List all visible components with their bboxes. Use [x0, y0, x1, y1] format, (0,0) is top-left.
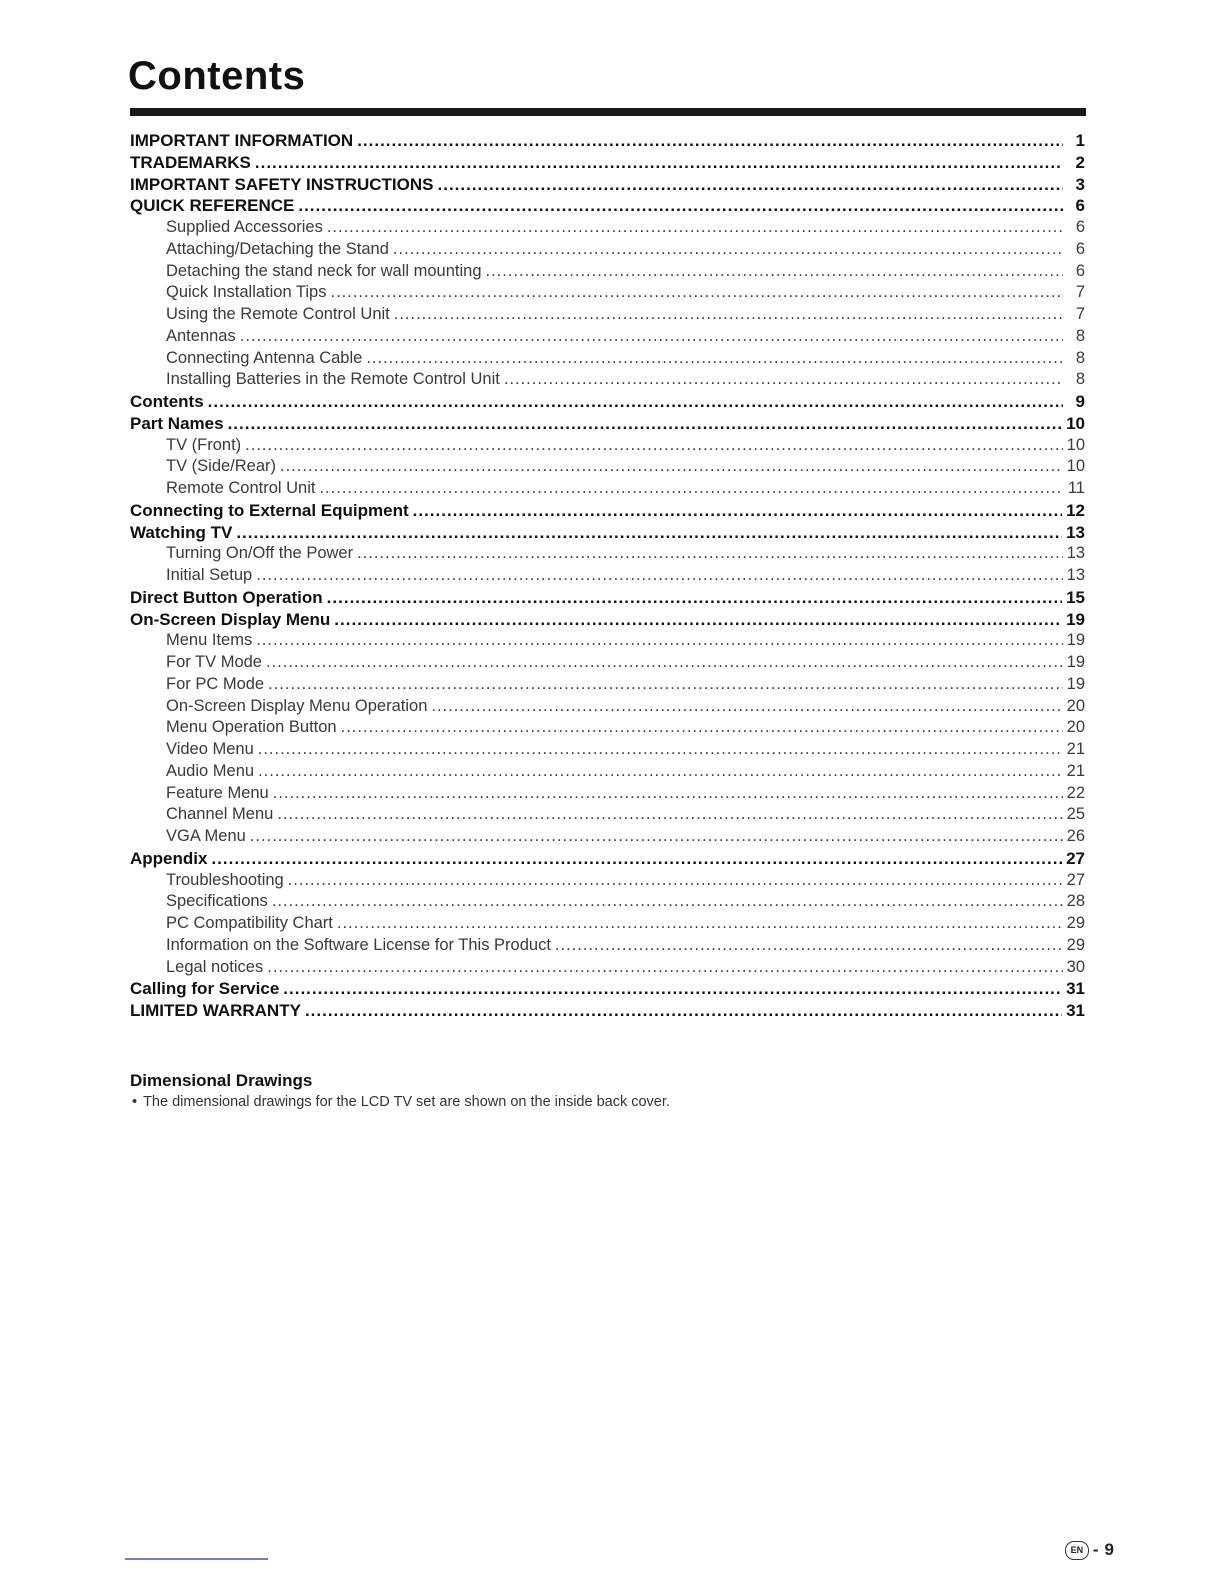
- toc-dot-leader: [438, 174, 1064, 196]
- bottom-divider: [125, 1558, 268, 1560]
- toc-section-entry[interactable]: [130, 609, 1085, 631]
- toc-dot-leader: [258, 739, 1063, 761]
- dimensional-drawings-note: [132, 1094, 670, 1110]
- toc-entry-page: 2: [1075, 152, 1085, 172]
- toc-subsection-entry[interactable]: [130, 369, 1085, 391]
- toc-dot-leader: [268, 674, 1063, 696]
- toc-dot-leader: [327, 587, 1062, 609]
- toc-entry-page: 6: [1075, 196, 1085, 216]
- toc-entry-page: 28: [1066, 892, 1085, 911]
- toc-entry-label: Watching TV: [130, 522, 233, 542]
- toc-entry-label: Remote Control Unit: [166, 479, 316, 497]
- toc-subsection-entry[interactable]: [130, 217, 1085, 239]
- toc-dot-leader: [334, 609, 1062, 631]
- toc-entry-label: TRADEMARKS: [130, 152, 251, 172]
- toc-subsection-entry[interactable]: [130, 761, 1085, 783]
- toc-entry-page: 7: [1075, 305, 1085, 323]
- toc-entry-label: Troubleshooting: [166, 870, 284, 889]
- toc-entry-page: 29: [1066, 914, 1085, 932]
- toc-dot-leader: [228, 413, 1063, 435]
- toc-subsection-entry[interactable]: [130, 326, 1085, 348]
- toc-entry-page: 13: [1066, 522, 1085, 542]
- toc-dot-leader: [266, 652, 1063, 674]
- toc-entry-page: 8: [1075, 370, 1085, 389]
- toc-entry-label: For PC Mode: [166, 674, 265, 693]
- toc-entry-page: 13: [1066, 544, 1085, 563]
- toc-entry-page: 31: [1066, 979, 1085, 999]
- toc-subsection-entry[interactable]: [130, 935, 1085, 957]
- toc-section-entry[interactable]: [130, 500, 1085, 522]
- toc-entry-page: 30: [1066, 957, 1085, 976]
- toc-dot-leader: [250, 826, 1063, 848]
- toc-dot-leader: [256, 565, 1062, 587]
- toc-entry-page: 8: [1075, 326, 1085, 345]
- toc-entry-page: 27: [1066, 848, 1085, 868]
- toc-entry-label: On-Screen Display Menu Operation: [166, 696, 428, 715]
- toc-entry-label: Specifications: [166, 892, 268, 911]
- toc-subsection-entry[interactable]: [130, 717, 1085, 739]
- toc-dot-leader: [255, 152, 1063, 174]
- toc-dot-leader: [273, 783, 1063, 805]
- toc-subsection-entry[interactable]: [130, 891, 1085, 913]
- toc-entry-label: For TV Mode: [166, 653, 262, 671]
- toc-entry-page: 6: [1075, 239, 1085, 258]
- toc-section-entry[interactable]: [130, 174, 1085, 196]
- toc-subsection-entry[interactable]: [130, 282, 1085, 304]
- footer-separator: -: [1092, 1540, 1099, 1559]
- language-badge-icon: EN: [1065, 1541, 1089, 1560]
- toc-dot-leader: [245, 435, 1062, 457]
- page-footer: [1065, 1540, 1114, 1560]
- toc-entry-label: Video Menu: [166, 740, 254, 758]
- toc-subsection-entry[interactable]: [130, 826, 1085, 848]
- toc-dot-leader: [431, 696, 1062, 718]
- toc-entry-label: TV (Side/Rear): [166, 457, 277, 476]
- toc-subsection-entry[interactable]: [130, 870, 1085, 892]
- toc-entry-page: 3: [1075, 174, 1085, 194]
- toc-section-entry[interactable]: [130, 1000, 1085, 1022]
- toc-subsection-entry[interactable]: [130, 652, 1085, 674]
- toc-entry-label: IMPORTANT SAFETY INSTRUCTIONS: [130, 174, 434, 194]
- toc-dot-leader: [341, 717, 1063, 739]
- toc-dot-leader: [394, 304, 1063, 326]
- toc-section-entry[interactable]: [130, 522, 1085, 544]
- toc-subsection-entry[interactable]: [130, 239, 1085, 261]
- dimensional-note-text: The dimensional drawings for the LCD TV set are shown on the inside back cover.: [143, 1094, 670, 1110]
- toc-entry-label: Feature Menu: [166, 783, 269, 802]
- toc-entry-page: 29: [1066, 935, 1085, 954]
- toc-dot-leader: [256, 630, 1062, 652]
- toc-entry-label: LIMITED WARRANTY: [130, 1001, 301, 1020]
- toc-entry-page: 1: [1075, 131, 1085, 150]
- toc-entry-page: 13: [1066, 566, 1085, 584]
- toc-entry-label: Turning On/Off the Power: [166, 544, 354, 563]
- toc-entry-label: Connecting to External Equipment: [130, 500, 409, 520]
- toc-dot-leader: [366, 348, 1063, 370]
- toc-entry-page: 8: [1075, 348, 1085, 367]
- toc-entry-page: 12: [1066, 500, 1085, 520]
- toc-subsection-entry[interactable]: [130, 565, 1085, 587]
- toc-subsection-entry[interactable]: [130, 435, 1085, 457]
- toc-entry-label: On-Screen Display Menu: [130, 609, 331, 629]
- toc-entry-label: Appendix: [130, 848, 208, 868]
- toc-dot-leader: [277, 804, 1062, 826]
- toc-entry-label: Using the Remote Control Unit: [166, 305, 390, 323]
- toc-dot-leader: [331, 282, 1064, 304]
- toc-entry-label: Direct Button Operation: [130, 587, 323, 607]
- toc-dot-leader: [486, 261, 1063, 283]
- toc-dot-leader: [555, 935, 1063, 957]
- toc-entry-page: 11: [1067, 479, 1085, 497]
- toc-entry-page: 10: [1066, 457, 1085, 476]
- toc-dot-leader: [319, 478, 1063, 500]
- toc-entry-label: Initial Setup: [166, 566, 253, 584]
- toc-dot-leader: [393, 239, 1063, 261]
- toc-entry-page: 21: [1066, 740, 1085, 758]
- toc-entry-page: 19: [1066, 609, 1085, 629]
- toc-entry-page: 15: [1066, 587, 1085, 607]
- toc-subsection-entry[interactable]: [130, 304, 1085, 326]
- toc-subsection-entry[interactable]: [130, 674, 1085, 696]
- toc-dot-leader: [357, 543, 1063, 565]
- toc-dot-leader: [258, 761, 1063, 783]
- toc-entry-page: 22: [1066, 783, 1085, 802]
- toc-entry-label: VGA Menu: [166, 827, 246, 845]
- toc-subsection-entry[interactable]: [130, 478, 1085, 500]
- toc-section-entry[interactable]: [130, 978, 1085, 1000]
- page-title: Contents: [128, 54, 306, 98]
- dimensional-drawings-heading: Dimensional Drawings: [130, 1071, 313, 1090]
- toc-dot-leader: [504, 369, 1063, 391]
- toc-subsection-entry[interactable]: [130, 348, 1085, 370]
- toc-section-entry[interactable]: [130, 413, 1085, 435]
- toc-entry-label: Quick Installation Tips: [166, 283, 327, 302]
- toc-entry-page: 6: [1075, 261, 1085, 280]
- toc-section-entry[interactable]: [130, 587, 1085, 609]
- toc-entry-label: Channel Menu: [166, 805, 274, 824]
- toc-entry-page: 6: [1075, 218, 1085, 236]
- toc-section-entry[interactable]: [130, 391, 1085, 413]
- toc-entry-page: 19: [1066, 674, 1085, 693]
- toc-entry-page: 20: [1066, 696, 1085, 715]
- toc-dot-leader: [413, 500, 1062, 522]
- toc-entry-page: 27: [1066, 870, 1085, 889]
- toc-dot-leader: [267, 957, 1062, 979]
- toc-entry-label: PC Compatibility Chart: [166, 914, 333, 932]
- toc-entry-page: 31: [1066, 1001, 1085, 1020]
- toc-subsection-entry[interactable]: [130, 783, 1085, 805]
- toc-entry-label: Connecting Antenna Cable: [166, 348, 363, 367]
- toc-section-entry[interactable]: [130, 152, 1085, 174]
- toc-entry-label: Contents: [130, 392, 204, 411]
- toc-entry-page: 7: [1075, 283, 1085, 302]
- toc-entry-page: 9: [1075, 392, 1085, 411]
- toc-dot-leader: [272, 891, 1063, 913]
- toc-subsection-entry[interactable]: [130, 696, 1085, 718]
- table-of-contents: [130, 130, 1085, 1022]
- toc-entry-label: Installing Batteries in the Remote Control Unit: [166, 370, 500, 389]
- toc-entry-label: Calling for Service: [130, 979, 280, 999]
- toc-entry-label: Attaching/Detaching the Stand: [166, 239, 389, 258]
- toc-subsection-entry[interactable]: [130, 543, 1085, 565]
- toc-dot-leader: [305, 1000, 1062, 1022]
- page-number: 9: [1104, 1540, 1114, 1559]
- toc-entry-label: Menu Operation Button: [166, 718, 337, 737]
- toc-entry-page: 21: [1066, 761, 1085, 780]
- toc-entry-label: Part Names: [130, 413, 224, 433]
- toc-dot-leader: [208, 391, 1063, 413]
- toc-subsection-entry[interactable]: [130, 456, 1085, 478]
- toc-entry-page: 19: [1066, 653, 1085, 671]
- toc-entry-label: QUICK REFERENCE: [130, 196, 295, 216]
- toc-dot-leader: [288, 870, 1063, 892]
- toc-subsection-entry[interactable]: [130, 804, 1085, 826]
- toc-entry-label: Audio Menu: [166, 761, 255, 780]
- toc-section-entry[interactable]: [130, 195, 1085, 217]
- toc-dot-leader: [327, 217, 1063, 239]
- toc-entry-label: Antennas: [166, 326, 236, 345]
- toc-entry-label: Detaching the stand neck for wall mounting: [166, 261, 482, 280]
- toc-dot-leader: [240, 326, 1063, 348]
- toc-dot-leader: [337, 913, 1063, 935]
- toc-entry-page: 26: [1066, 827, 1085, 845]
- title-rule: [130, 108, 1086, 116]
- toc-subsection-entry[interactable]: [130, 957, 1085, 979]
- toc-subsection-entry[interactable]: [130, 739, 1085, 761]
- toc-section-entry[interactable]: [130, 848, 1085, 870]
- toc-subsection-entry[interactable]: [130, 261, 1085, 283]
- toc-dot-leader: [211, 848, 1062, 870]
- toc-entry-page: 20: [1066, 718, 1085, 737]
- toc-entry-page: 10: [1066, 413, 1085, 433]
- toc-entry-label: Supplied Accessories: [166, 218, 323, 236]
- toc-subsection-entry[interactable]: [130, 630, 1085, 652]
- toc-dot-leader: [236, 522, 1062, 544]
- toc-entry-label: Menu Items: [166, 631, 253, 650]
- toc-dot-leader: [357, 130, 1063, 152]
- toc-entry-page: 19: [1066, 631, 1085, 650]
- toc-entry-label: Information on the Software License for This Product: [166, 935, 551, 954]
- toc-dot-leader: [298, 195, 1063, 217]
- toc-subsection-entry[interactable]: [130, 913, 1085, 935]
- toc-section-entry[interactable]: [130, 130, 1085, 152]
- toc-entry-label: IMPORTANT INFORMATION: [130, 131, 354, 150]
- toc-entry-label: TV (Front): [166, 435, 242, 454]
- toc-dot-leader: [280, 456, 1063, 478]
- toc-entry-page: 25: [1066, 805, 1085, 824]
- toc-entry-label: Legal notices: [166, 957, 264, 976]
- toc-dot-leader: [283, 978, 1062, 1000]
- bullet-icon: •: [132, 1094, 138, 1110]
- toc-entry-page: 10: [1066, 435, 1085, 454]
